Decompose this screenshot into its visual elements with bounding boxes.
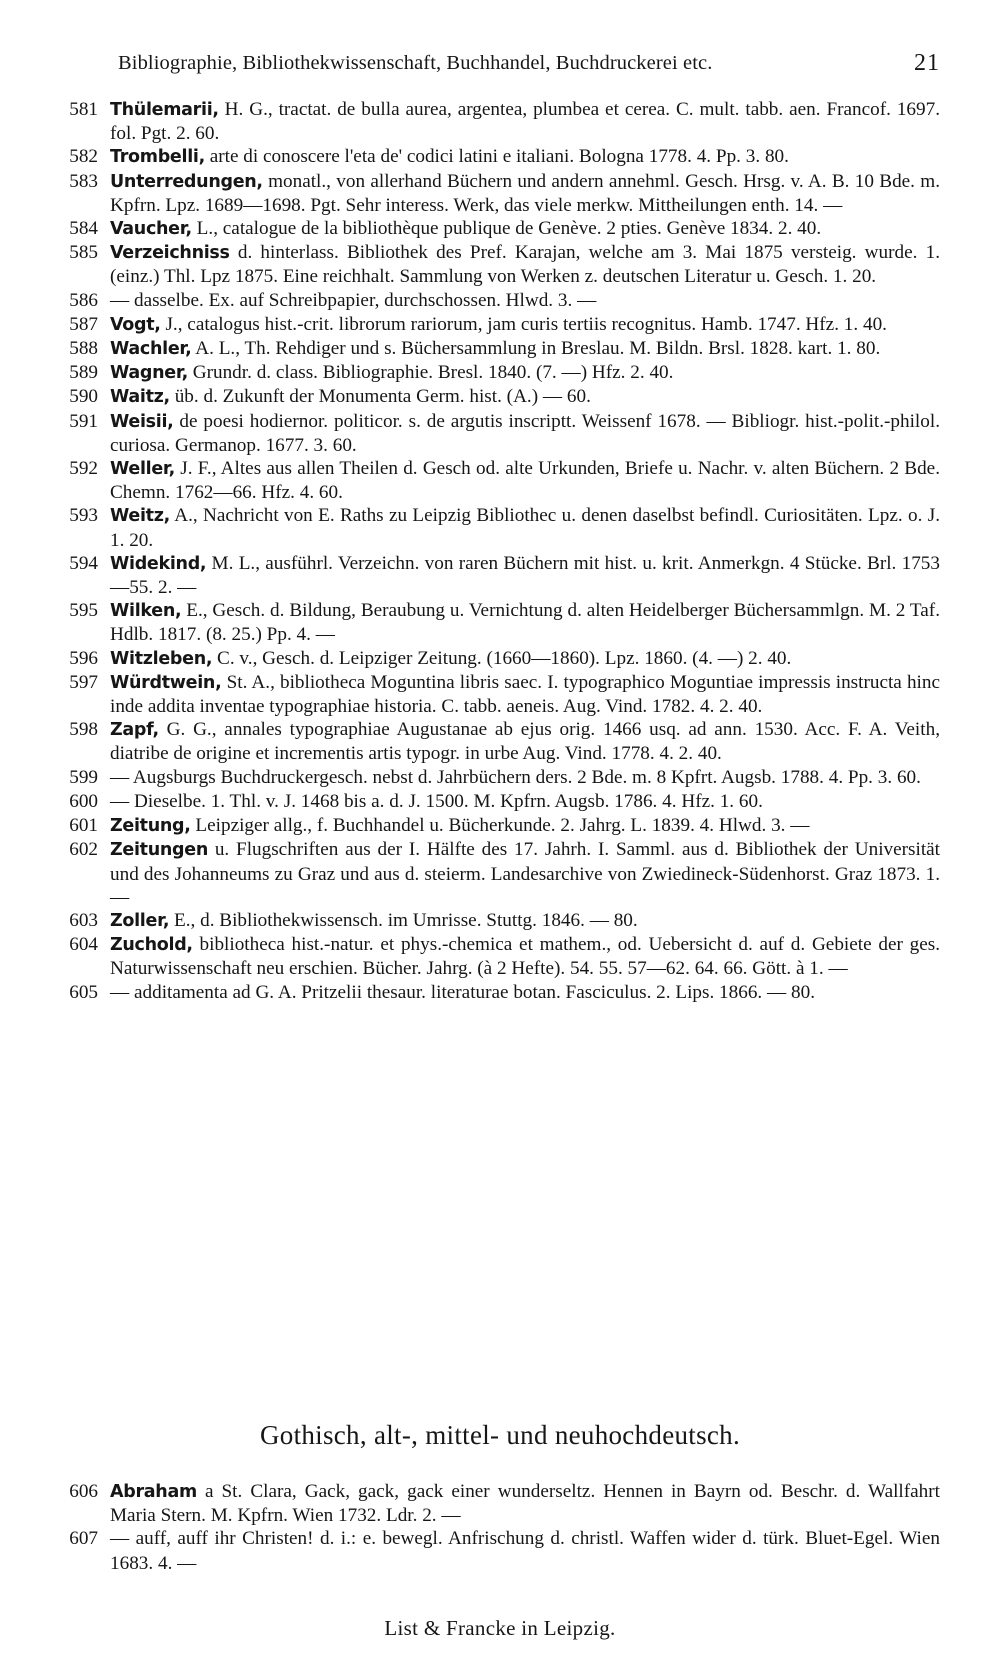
publisher-footer: List & Francke in Leipzig. <box>384 1616 616 1640</box>
catalog-entry <box>52 671 940 718</box>
entry-heading: Zeitung, <box>110 816 191 837</box>
entry-number: 597 <box>69 671 98 693</box>
catalog-entry <box>52 241 940 288</box>
entry-number: 592 <box>69 458 98 480</box>
entry-text: L., catalogue de la bibliothèque publique de Genève. 2 pties. Genève 1834. 2. 40. <box>191 218 822 240</box>
entry-text: — auff, auff ihr Christen! d. i.: e. bewegl. Anfrischung d. christl. Waffen wider d. türk. Bluet-Egel. Wien 1683. 4. — <box>110 1528 940 1574</box>
entry-text: E., Gesch. d. Bildung, Beraubung u. Vernichtung d. alten Heidelberger Büchersammlgn. M. 2 Taf. Hdlb. 1817. (8. 25.) Pp. 4. — <box>110 600 940 646</box>
catalog-entry <box>52 552 940 599</box>
entry-heading: Wagner, <box>110 363 188 384</box>
entry-text: A., Nachricht von E. Raths zu Leipzig Bibliothec u. denen daselbst befindl. Curiositäten. Lpz. o. J. 1. 20. <box>110 505 940 551</box>
entry-text: monatl., von allerhand Büchern und andern annehml. Gesch. Hrsg. v. A. B. 10 Bde. m. Kpfrn. Lpz. 1689—1698. Pgt. Sehr interess. Werk, das viele merkw. Mittheilungen enth. 14. — <box>110 170 940 216</box>
entry-number: 586 <box>69 289 98 311</box>
entry-number: 594 <box>69 552 98 574</box>
entry-text: M. L., ausführl. Verzeichn. von raren Büchern mit hist. u. krit. Anmerkgn. 4 Stücke. Brl. 1753—55. 2. — <box>110 552 940 599</box>
entry-text: Leipziger allg., f. Buchhandel u. Bücherkunde. 2. Jahrg. L. 1839. 4. Hlwd. 3. — <box>190 815 810 837</box>
entry-number: 604 <box>69 934 98 956</box>
catalog-entry <box>52 790 940 814</box>
entry-heading: Weitz, <box>110 506 170 527</box>
entry-number: 584 <box>69 218 98 240</box>
entry-text: bibliotheca hist.-natur. et phys.-chemica et mathem., od. Uebersicht d. auf d. Gebiete der ges. Naturwissenschaft neu erschien. Bücher. Jahrg. (à 2 Hefte). 54. 55. 57—62. 64. 66. Gött. à 1. — <box>110 934 940 980</box>
entry-text: J., catalogus hist.-crit. librorum rariorum, jam curis tertiis recognitus. Hamb. 1747. Hfz. 1. 40. <box>160 313 887 335</box>
entry-heading: Widekind, <box>110 553 207 574</box>
entry-text: H. G., tractat. de bulla aurea, argentea, plumbea et cerea. C. mult. tabb. aen. Francof. 1697. fol. Pgt. 2. 60. <box>110 99 940 145</box>
catalog-entry <box>52 361 940 385</box>
entry-number: 590 <box>69 386 98 408</box>
entry-heading: Verzeichniss <box>110 243 230 264</box>
entry-number: 585 <box>69 242 98 264</box>
entry-text: — Dieselbe. 1. Thl. v. J. 1468 bis a. d. J. 1500. M. Kpfrn. Augsb. 1786. 4. Hfz. 1. 60. <box>110 790 763 812</box>
catalog-entry <box>52 98 940 145</box>
entry-text: arte di conoscere l'eta de' codici latini e italiani. Bologna 1778. 4. Pp. 3. 80. <box>204 146 789 168</box>
catalog-entry <box>52 313 940 337</box>
entry-number: 607 <box>69 1528 98 1550</box>
entry-heading: Zoller, <box>110 910 170 931</box>
entry-text: J. F., Altes aus allen Theilen d. Gesch od. alte Urkunden, Briefe u. Nachr. v. alten Büchern. 2 Bde. Chemn. 1762—66. Hfz. 4. 60. <box>110 458 940 504</box>
entry-heading: Weisii, <box>110 411 174 432</box>
entry-heading: Wachler, <box>110 339 192 360</box>
running-head <box>118 52 940 82</box>
entry-heading: Weller, <box>110 459 176 480</box>
catalog-entry <box>52 385 940 409</box>
entry-heading: Vaucher, <box>110 219 192 240</box>
entry-heading: Zapf, <box>110 720 159 741</box>
entry-number: 595 <box>69 600 98 622</box>
catalog-entry <box>52 217 940 241</box>
running-title: Bibliographie, Bibliothekwissenschaft, Buchhandel, Buchdruckerei etc. <box>118 52 713 74</box>
entry-heading: Zeitungen <box>110 840 208 861</box>
entry-number: 606 <box>69 1481 98 1502</box>
entry-number: 600 <box>69 790 98 812</box>
entry-heading: Vogt, <box>110 314 161 335</box>
section-title: Gothisch, alt-, mittel- und neuhochdeutsch. <box>259 1420 741 1450</box>
entry-number: 583 <box>69 170 98 192</box>
catalog-entry <box>52 933 940 980</box>
entry-number: 605 <box>69 981 98 1003</box>
entry-number: 603 <box>69 909 98 931</box>
catalog-entry <box>52 289 940 313</box>
catalog-entries <box>52 98 940 1005</box>
entry-text: E., d. Bibliothekwissensch. im Umrisse. Stuttg. 1846. — 80. <box>169 909 638 931</box>
catalog-entry <box>52 1527 940 1574</box>
entry-number: 588 <box>69 338 98 360</box>
catalog-entry <box>52 718 940 765</box>
catalog-entry <box>52 410 940 457</box>
catalog-entry <box>52 599 940 646</box>
catalog-entry <box>52 504 940 551</box>
entry-number: 601 <box>69 815 98 837</box>
catalog-entry <box>52 909 940 933</box>
entry-heading: Witzleben, <box>110 648 213 669</box>
catalog-entry <box>52 457 940 504</box>
entry-heading: Abraham <box>110 1482 197 1502</box>
entry-text: A. L., Th. Rehdiger und s. Büchersammlung in Breslau. M. Bildn. Brsl. 1828. kart. 1. 80. <box>191 338 881 360</box>
entry-number: 593 <box>69 505 98 527</box>
entry-text: G. G., annales typographiae Augustanae ab ejus orig. 1466 usq. ad ann. 1530. Acc. F. A. Veith, diatribe de origine et incrementis artis typogr. in urbe Aug. Vind. 1778. 4. 2. 40. <box>110 719 940 765</box>
entry-heading: Unterredungen, <box>110 171 263 192</box>
catalog-entry <box>52 814 940 838</box>
catalog-entry <box>52 145 940 169</box>
entry-text: — additamenta ad G. A. Pritzelii thesaur. literaturae botan. Fasciculus. 2. Lips. 1866. — 80. <box>110 981 815 1003</box>
entry-text: — Augsburgs Buchdruckergesch. nebst d. Jahrbüchern ders. 2 Bde. m. 8 Kpfrt. Augsb. 1788. 4. Pp. 3. 60. <box>110 766 921 788</box>
catalog-entry <box>52 766 940 790</box>
entry-number: 598 <box>69 719 98 741</box>
entry-text: C. v., Gesch. d. Leipziger Zeitung. (1660—1860). Lpz. 1860. (4. —) 2. 40. <box>212 647 792 669</box>
entry-number: 599 <box>69 766 98 788</box>
catalog-entry <box>52 981 940 1005</box>
entry-number: 596 <box>69 647 98 669</box>
entry-text: üb. d. Zukunft der Monumenta Germ. hist. (A.) — 60. <box>169 386 591 408</box>
entry-text: — dasselbe. Ex. auf Schreibpapier, durchschossen. Hlwd. 3. — <box>110 289 597 311</box>
catalog-entry <box>52 838 940 909</box>
entry-number: 582 <box>69 146 98 168</box>
catalog-entries-section-2 <box>52 1480 940 1575</box>
catalog-entry <box>52 170 940 217</box>
entry-text: a St. Clara, Gack, gack, gack einer wunderseltz. Hennen in Bayrn od. Beschr. d. Wallfahrt Maria Stern. M. Kpfrn. Wien 1732. Ldr. 2. — <box>110 1481 940 1527</box>
entry-text: d. hinterlass. Bibliothek des Pref. Karajan, welche am 3. Mai 1875 versteig. wurde. 1. (einz.) Thl. Lpz 1875. Eine reichhalt. Sammlung von Werken z. deutschen Literatur u. Gesch. 1. 20. <box>110 242 940 288</box>
entry-heading: Waitz, <box>110 387 170 408</box>
entry-number: 581 <box>69 99 98 120</box>
entry-number: 591 <box>69 410 98 432</box>
catalog-entry <box>52 647 940 671</box>
entry-heading: Trombelli, <box>110 147 205 168</box>
entry-text: de poesi hodiernor. politicor. s. de argutis inscriptt. Weissenf 1678. — Bibliogr. hist.-polit.-philol. curiosa. Germanop. 1677. 3. 60. <box>110 410 940 456</box>
entry-heading: Würdtwein, <box>110 672 222 693</box>
entry-number: 587 <box>69 313 98 335</box>
page-number: 21 <box>914 50 940 76</box>
entry-heading: Zuchold, <box>110 935 193 956</box>
entry-heading: Thülemarii, <box>110 100 219 120</box>
entry-heading: Wilken, <box>110 601 182 622</box>
catalog-entry <box>52 337 940 361</box>
entry-text: St. A., bibliotheca Moguntina libris saec. I. typographico Moguntiae impressis instructa hinc inde addita inventae typographiae historia. C. tabb. aeneis. Aug. Vind. 1782. 4. 2. 40. <box>110 671 940 718</box>
entry-text: u. Flugschriften aus der I. Hälfte des 17. Jahrh. I. Samml. aus d. Bibliothek der Universität und des Johanneums zu Graz und aus d. steierm. Landesarchive von Zwiedineck-Südenhorst. Graz 1873. 1. — <box>110 839 940 908</box>
entry-text: Grundr. d. class. Bibliographie. Bresl. 1840. (7. —) Hfz. 2. 40. <box>187 362 674 384</box>
entry-number: 589 <box>69 362 98 384</box>
catalog-entry <box>52 1480 940 1527</box>
entry-number: 602 <box>69 839 98 861</box>
